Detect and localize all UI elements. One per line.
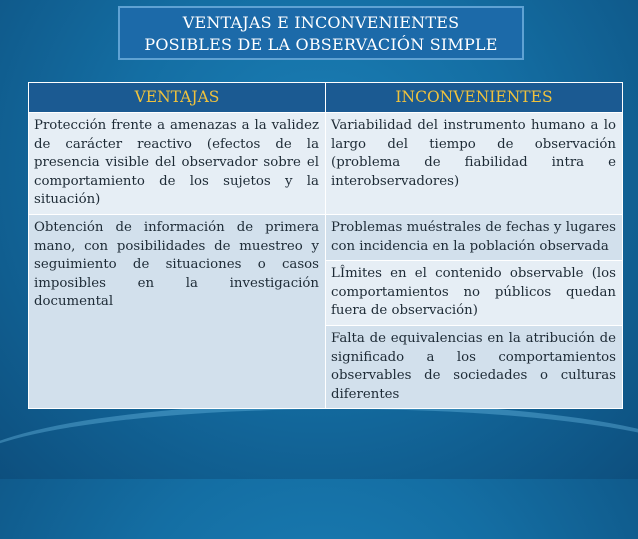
inconveniente-cell-2: Problemas muéstrales de fechas y lugares con incidencia en la población observada <box>326 214 623 260</box>
background-swoosh <box>0 403 638 539</box>
ventaja-cell-1: Protección frente a amenazas a la validez de carácter reactivo (efectos de la presencia visible del observador sobre el comportamiento de los sujetos y la situación) <box>29 113 326 215</box>
header-ventajas: VENTAJAS <box>29 83 326 113</box>
inconveniente-cell-4: Falta de equivalencias en la atribución de significado a los comportamientos observables de sociedades o culturas diferentes <box>326 325 623 408</box>
ventaja-cell-2: Obtención de información de primera mano, con posibilidades de muestreo y seguimiento de situaciones o casos imposibles en la investigación documental <box>29 214 326 408</box>
inconveniente-cell-1: Variabilidad del instrumento humano a lo largo del tiempo de observación (problema de fiabilidad intra e interobservadores) <box>326 113 623 215</box>
slide-title-line-2: POSIBLES DE LA OBSERVACIÓN SIMPLE <box>144 35 498 54</box>
header-inconvenientes: INCONVENIENTES <box>326 83 623 113</box>
inconveniente-cell-3: LÎmites en el contenido observable (los comportamientos no públicos quedan fuera de observación) <box>326 261 623 326</box>
table-header-row <box>29 83 623 113</box>
slide-title-line-1: VENTAJAS E INCONVENIENTES <box>182 13 460 32</box>
table-row <box>29 214 623 260</box>
comparison-table <box>28 82 623 409</box>
slide-title <box>118 6 524 60</box>
table-row <box>29 113 623 215</box>
